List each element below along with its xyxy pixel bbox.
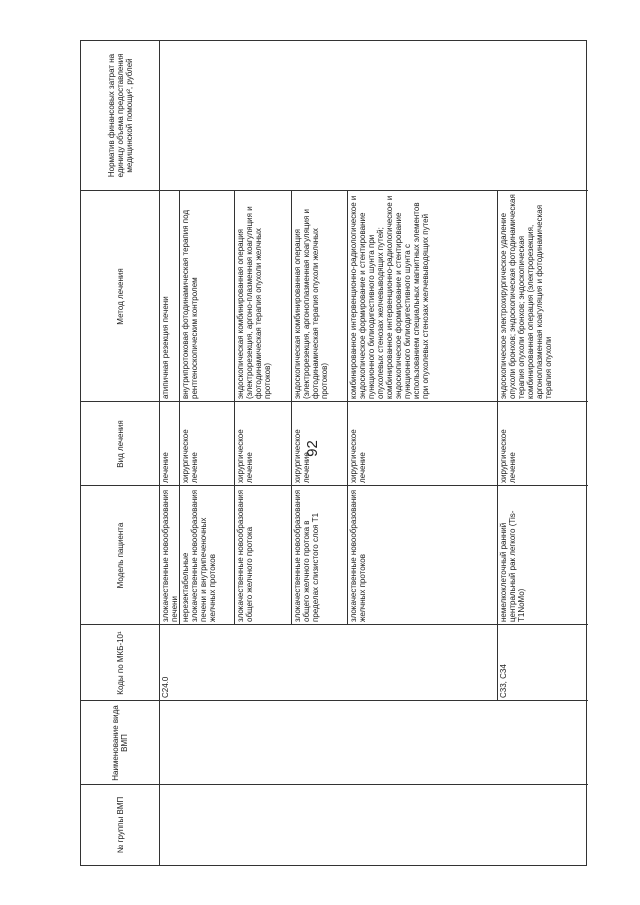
row-5-type: хирургическое лечение bbox=[349, 429, 367, 483]
row-6-model: немелкоклеточный ранний центральный рак легкого (Tis-T1NoMo) bbox=[499, 510, 526, 622]
row-1-type: лечение bbox=[161, 452, 170, 483]
row-6-code: С33, С34 bbox=[499, 664, 508, 698]
row-4-method: эндоскопическая комбинированная операция (электрорезекция, аргоноплазменная коагуляция и фотодинамическая терапия опухоли желчных протоков) bbox=[293, 209, 329, 399]
row-3-type: хирургическое лечение bbox=[236, 429, 254, 483]
row-6-method: эндоскопическое электрохирургическое удаление опухоли бронхов; эндоскопическая фотодинамическая терапия опухоли бронхов; эндоскопическая комбинированная операция (электрорезекция, аргоноплазменная коагуляция и фотодинамическая терапия опухоли bbox=[499, 194, 553, 399]
row-6-type: хирургическое лечение bbox=[499, 429, 517, 483]
header-treatment-type: Вид лечения bbox=[115, 420, 125, 468]
page-number: 92 bbox=[303, 440, 321, 457]
row-5-model: злокачественные новообразования желчных протоков bbox=[349, 489, 367, 622]
row-2-method: внутрипротоковая фотодинамическая терапия под рентгеноскопическим контролем bbox=[181, 209, 199, 399]
vmp-table bbox=[80, 40, 587, 866]
header-group-no: № группы ВМП bbox=[115, 796, 125, 854]
header-norm: Норматив финансовых затрат на единицу объема предоставления медицинской помощи², рублей bbox=[106, 53, 134, 178]
row-1-method: атипичная резекция печени bbox=[161, 296, 170, 399]
column-divider bbox=[81, 784, 588, 785]
row-5-method: комбинированное интервенционно-радиологическое и эндоскопическое формирование и стентирование пункционного билиодигестивного шунта при опухолевых стенозах желчевыводящих путей; комбинированное интервенционно-радиологическое и эндоскопическое формирование и стентирование пункционного билиодигестивного шунта с использованием специальных магнитных элементов при опухолевых стенозах желчевыводящих путей bbox=[349, 195, 430, 399]
header-patient-model: Модель пациента bbox=[115, 522, 125, 589]
header-treatment-method: Метод лечения bbox=[115, 268, 125, 325]
row-3-model: злокачественные новообразования общего желчного протока bbox=[236, 489, 254, 622]
row-1-model: злокачественные новообразования печени bbox=[161, 489, 179, 622]
header-icd-codes: Коды по МКБ-10¹ bbox=[115, 631, 125, 695]
header-vmp-name: Наименование вида ВМП bbox=[111, 705, 129, 781]
row-3-method: эндоскопическая комбинированная операция (электрорезекция, аргоно-плазменная коагуляция и фотодинамическая терапия опухоли желчных протоков) bbox=[236, 206, 272, 399]
row-4-model: злокачественные новообразования общего желчного протока в пределах слизистого слоя Т1 bbox=[293, 489, 320, 622]
row-4-type: хирургическое лечение bbox=[293, 429, 311, 483]
row-2-type: хирургическое лечение bbox=[181, 429, 199, 483]
row-2-model: нерезектабельные злокачественные новообразования печени и внутрипеченочных желчных протоков bbox=[181, 489, 217, 622]
row-1-code: С24.0 bbox=[161, 676, 170, 698]
